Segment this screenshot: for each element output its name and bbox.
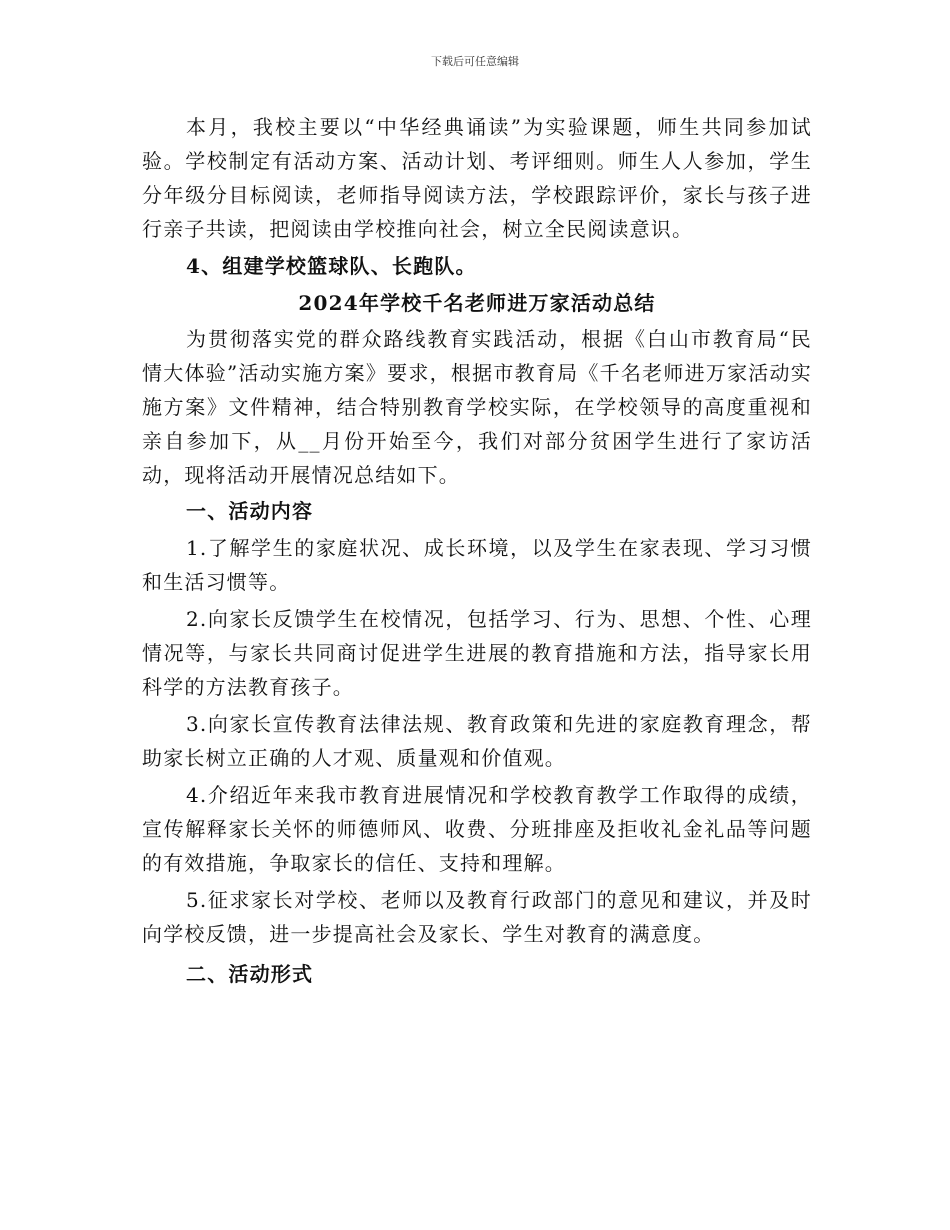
content-item-4: 4.介绍近年来我市教育进展情况和学校教育教学工作取得的成绩，宣传解释家长关怀的师德师风、收费、分班排座及拒收礼金礼品等问题的有效措施，争取家长的信任、支持和理解。	[142, 783, 812, 875]
document-body	[142, 110, 812, 991]
item4-heading: 4、组建学校篮球队、长跑队。	[186, 254, 477, 278]
section2-heading: 二、活动形式	[186, 962, 314, 986]
intro-paragraph: 本月，我校主要以“中华经典诵读”为实验课题，师生共同参加试验。学校制定有活动方案、活动计划、考评细则。师生人人参加，学生分年级分目标阅读，老师指导阅读方法，学校跟踪评价，家长与孩子进行亲子共读，把阅读由学校推向社会，树立全民阅读意识。	[142, 115, 812, 241]
document-title: 2024年学校千名老师进万家活动总结	[298, 291, 656, 315]
content-item-1: 1.了解学生的家庭状况、成长环境，以及学生在家表现、学习习惯和生活习惯等。	[142, 536, 812, 594]
content-item-3: 3.向家长宣传教育法律法规、教育政策和先进的家庭教育理念，帮助家长树立正确的人才观、质量观和价值观。	[142, 712, 812, 770]
section1-heading: 一、活动内容	[186, 499, 314, 523]
page-header: 下载后可任意编辑	[431, 55, 519, 68]
content-item-2: 2.向家长反馈学生在校情况，包括学习、行为、思想、个性、心理情况等，与家长共同商讨促进学生进展的教育措施和方法，指导家长用科学的方法教育孩子。	[142, 607, 812, 699]
opening-paragraph: 为贯彻落实党的群众路线教育实践活动，根据《白山市教育局“民情大体验”活动实施方案》要求，根据市教育局《千名老师进万家活动实施方案》文件精神，结合特别教育学校实际，在学校领导的高度重视和亲自参加下，从__月份开始至今，我们对部分贫困学生进行了家访活动，现将活动开展情况总结如下。	[142, 327, 812, 487]
content-item-5: 5.征求家长对学校、老师以及教育行政部门的意见和建议，并及时向学校反馈，进一步提高社会及家长、学生对教育的满意度。	[142, 888, 812, 946]
